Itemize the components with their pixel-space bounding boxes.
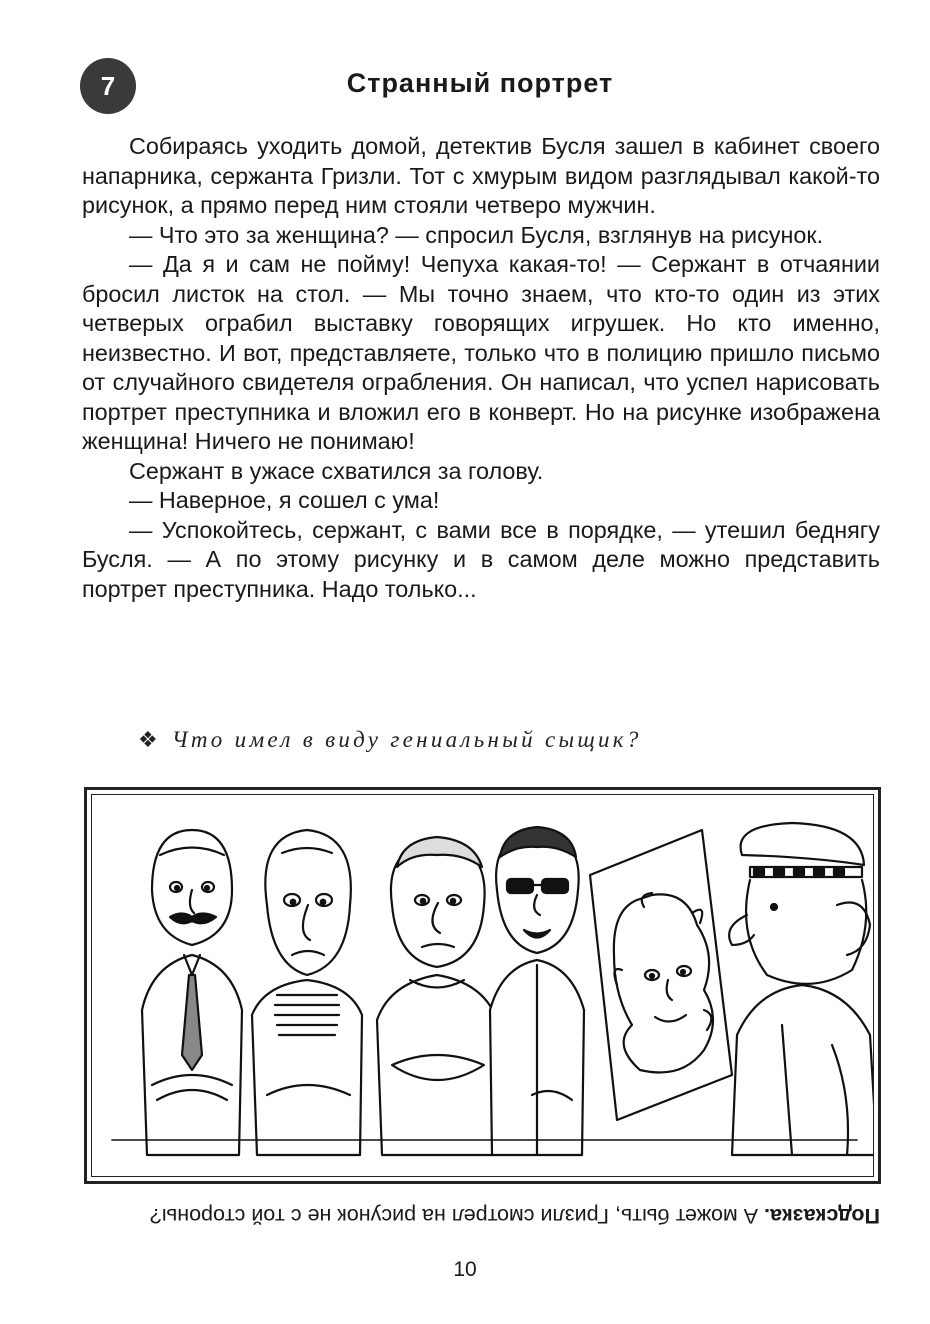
page-title: Странный портрет <box>346 68 614 98</box>
hint-label: Подсказка. <box>764 1204 880 1228</box>
page-number: 10 <box>453 1258 477 1281</box>
puzzle-question <box>138 727 838 753</box>
question-text: Что имел в виду гениальный сыщик? <box>171 727 642 752</box>
chapter-number-badge <box>80 58 136 114</box>
hint-text: А может быть, Гризли смотрел на рисунок не с той стороны? <box>149 1204 765 1228</box>
cartoon-illustration <box>92 795 874 1177</box>
suspect-sweater-man <box>377 837 497 1155</box>
story-paragraph: Сержант в ужасе схватился за голову. <box>129 457 544 484</box>
chapter-number: 7 <box>100 70 116 101</box>
drawing-of-woman <box>590 830 732 1120</box>
story-paragraph: — Да я и сам не пойму! Чепуха какая-то! — Сержант в отчаянии бросил листок на стол. — Мы точно знаем, что кто-то один из этих четверых ограбил выставку говорящих игрушек. Но кто именно, неизвестно. И вот, представляете, только что в полицию пришло письмо от случайного свидетеля ограбления. Он написал, что успел нарисовать портрет преступника и вложил его в конверт. Но на рисунке изображена женщина! Ничего не понимаю! <box>82 251 880 454</box>
story-paragraph: — Успокойтесь, сержант, с вами все в порядке, — утешил беднягу Бусля. — А по этому рисунку и в самом деле можно представить портрет преступника. Надо только... <box>82 516 880 602</box>
story-paragraph: — Что это за женщина? — спросил Бусля, взглянув на рисунок. <box>129 221 824 248</box>
sergeant-grizzly <box>729 823 874 1155</box>
suspect-sunglasses-man <box>490 827 584 1155</box>
story-paragraph: Собираясь уходить домой, детектив Бусля зашел в кабинет своего напарника, сержанта Гризли. Тот с хмурым видом разглядывал какой-то рисунок, а прямо перед ним стояли четверо мужчин. <box>82 133 880 218</box>
diamond-bullet-icon: ❖ <box>138 727 158 752</box>
suspect-bald-man <box>142 830 242 1155</box>
upside-down-hint <box>82 1203 880 1228</box>
illustration-frame <box>84 787 881 1184</box>
story-text <box>82 132 880 604</box>
story-paragraph: — Наверное, я сошел с ума! <box>129 487 440 513</box>
suspect-long-face-man <box>252 830 362 1155</box>
